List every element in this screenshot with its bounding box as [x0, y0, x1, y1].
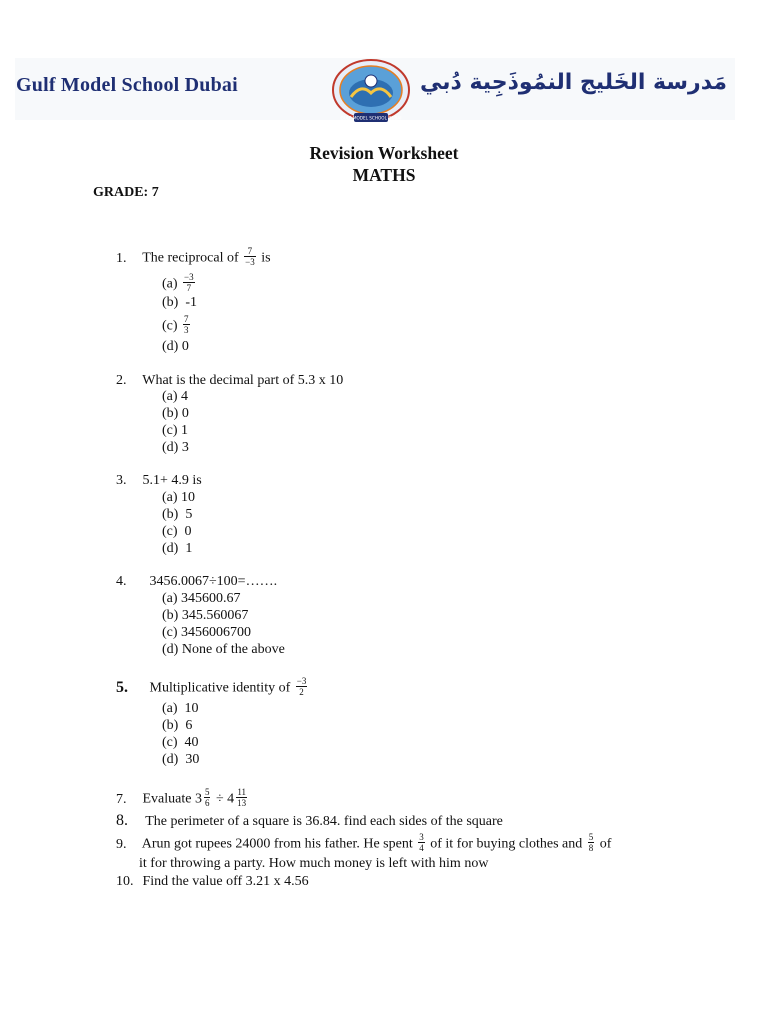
option-b: (b) 345.560067: [162, 608, 249, 623]
question-number: 3.: [116, 473, 127, 488]
option-b: (b) 5: [162, 507, 193, 522]
question-10: [116, 874, 309, 890]
question-text: The perimeter of a square is 36.84. find each sides of the square: [145, 814, 503, 829]
question-text: Find the value off 3.21 x 4.56: [142, 874, 309, 889]
option-d: (d) 0: [162, 339, 189, 354]
question-1: [116, 248, 271, 269]
option-d: (d) None of the above: [162, 642, 285, 657]
option-c: (c) 0: [162, 524, 192, 539]
option-c: (c) 3456006700: [162, 625, 252, 640]
question-text: What is the decimal part of 5.3 x 10: [142, 373, 344, 388]
option-a: (a) 4: [162, 389, 189, 404]
question-9-line-2: it for throwing a party. How much money is left with him now: [139, 856, 489, 871]
school-name-english: Gulf Model School Dubai: [16, 74, 238, 96]
question-5: [116, 678, 309, 699]
option-a: (a) 10: [162, 490, 196, 505]
question-number: 9.: [116, 836, 127, 852]
question-number: 10.: [116, 874, 134, 889]
question-9: 9. Arun got rupees 24000 from his father. He spent $\frac{3}{4}$ of it for buying clothes and $\frac{5}{8}$ of: [116, 832, 612, 853]
question-number: 8.: [116, 812, 128, 829]
option-d: (d) 1: [162, 541, 193, 556]
fraction: $\frac{-3}{7}$: [184, 272, 194, 293]
fraction: $\frac{11}{13}$: [237, 787, 247, 808]
grade-label: GRADE: 7: [93, 185, 159, 200]
question-4: [116, 574, 277, 590]
worksheet-title: Revision Worksheet: [309, 143, 459, 163]
option-a: (a) $\frac{-3}{7}$: [162, 272, 194, 293]
svg-text:GULF MODEL SCHOOL DUBAI: GULF MODEL SCHOOL DUBAI: [340, 115, 402, 121]
question-text: 5.1+ 4.9 is: [142, 473, 202, 488]
fraction: $\frac{3}{4}$: [419, 832, 424, 853]
divide-operator: ÷: [215, 791, 224, 807]
option-b: (b) 0: [162, 406, 189, 421]
fraction: $\frac{5}{6}$: [204, 787, 210, 808]
question-number: 5.: [116, 678, 128, 696]
option-c: (c) 1: [162, 423, 189, 438]
option-d: (d) 3: [162, 440, 189, 455]
option-a: (a) 10: [162, 701, 199, 716]
question-3: [116, 473, 202, 489]
option-b: (b) 6: [162, 718, 193, 733]
question-2: [116, 373, 343, 389]
question-8: [116, 813, 503, 830]
option-a: (a) 345600.67: [162, 591, 241, 606]
question-number: 4.: [116, 574, 127, 589]
question-text: Evaluate: [142, 791, 192, 807]
question-text: The reciprocal of: [142, 250, 239, 266]
fraction: $\frac{7}{-3}$: [245, 246, 255, 267]
option-d: (d) 30: [162, 752, 200, 767]
question-text-after: is: [261, 250, 271, 266]
fraction: $\frac{5}{8}$: [588, 832, 594, 853]
question-7: 7. Evaluate 3 $\frac{5}{6}$ ÷ 4 $\frac{11}{13}$: [116, 787, 247, 808]
option-c: (c) $\frac{7}{3}$: [162, 314, 189, 335]
question-text: Multiplicative identity of: [149, 680, 291, 696]
school-logo-icon: [329, 57, 413, 127]
school-name-arabic: مَدرسة الخَليج النمُوذَجِية دُبي: [420, 70, 728, 95]
question-text: Arun got rupees 24000 from his father. He spent: [141, 836, 413, 852]
option-b: (b) -1: [162, 295, 197, 310]
question-number: 7.: [116, 791, 127, 807]
question-text: 3456.0067÷100=…….: [149, 574, 278, 589]
fraction: $\frac{-3}{2}$: [296, 676, 307, 697]
option-c: (c) 40: [162, 735, 199, 750]
question-number: 2.: [116, 373, 127, 388]
question-number: 1.: [116, 250, 127, 266]
subject-title: MATHS: [352, 165, 416, 185]
fraction: $\frac{7}{3}$: [184, 314, 189, 335]
